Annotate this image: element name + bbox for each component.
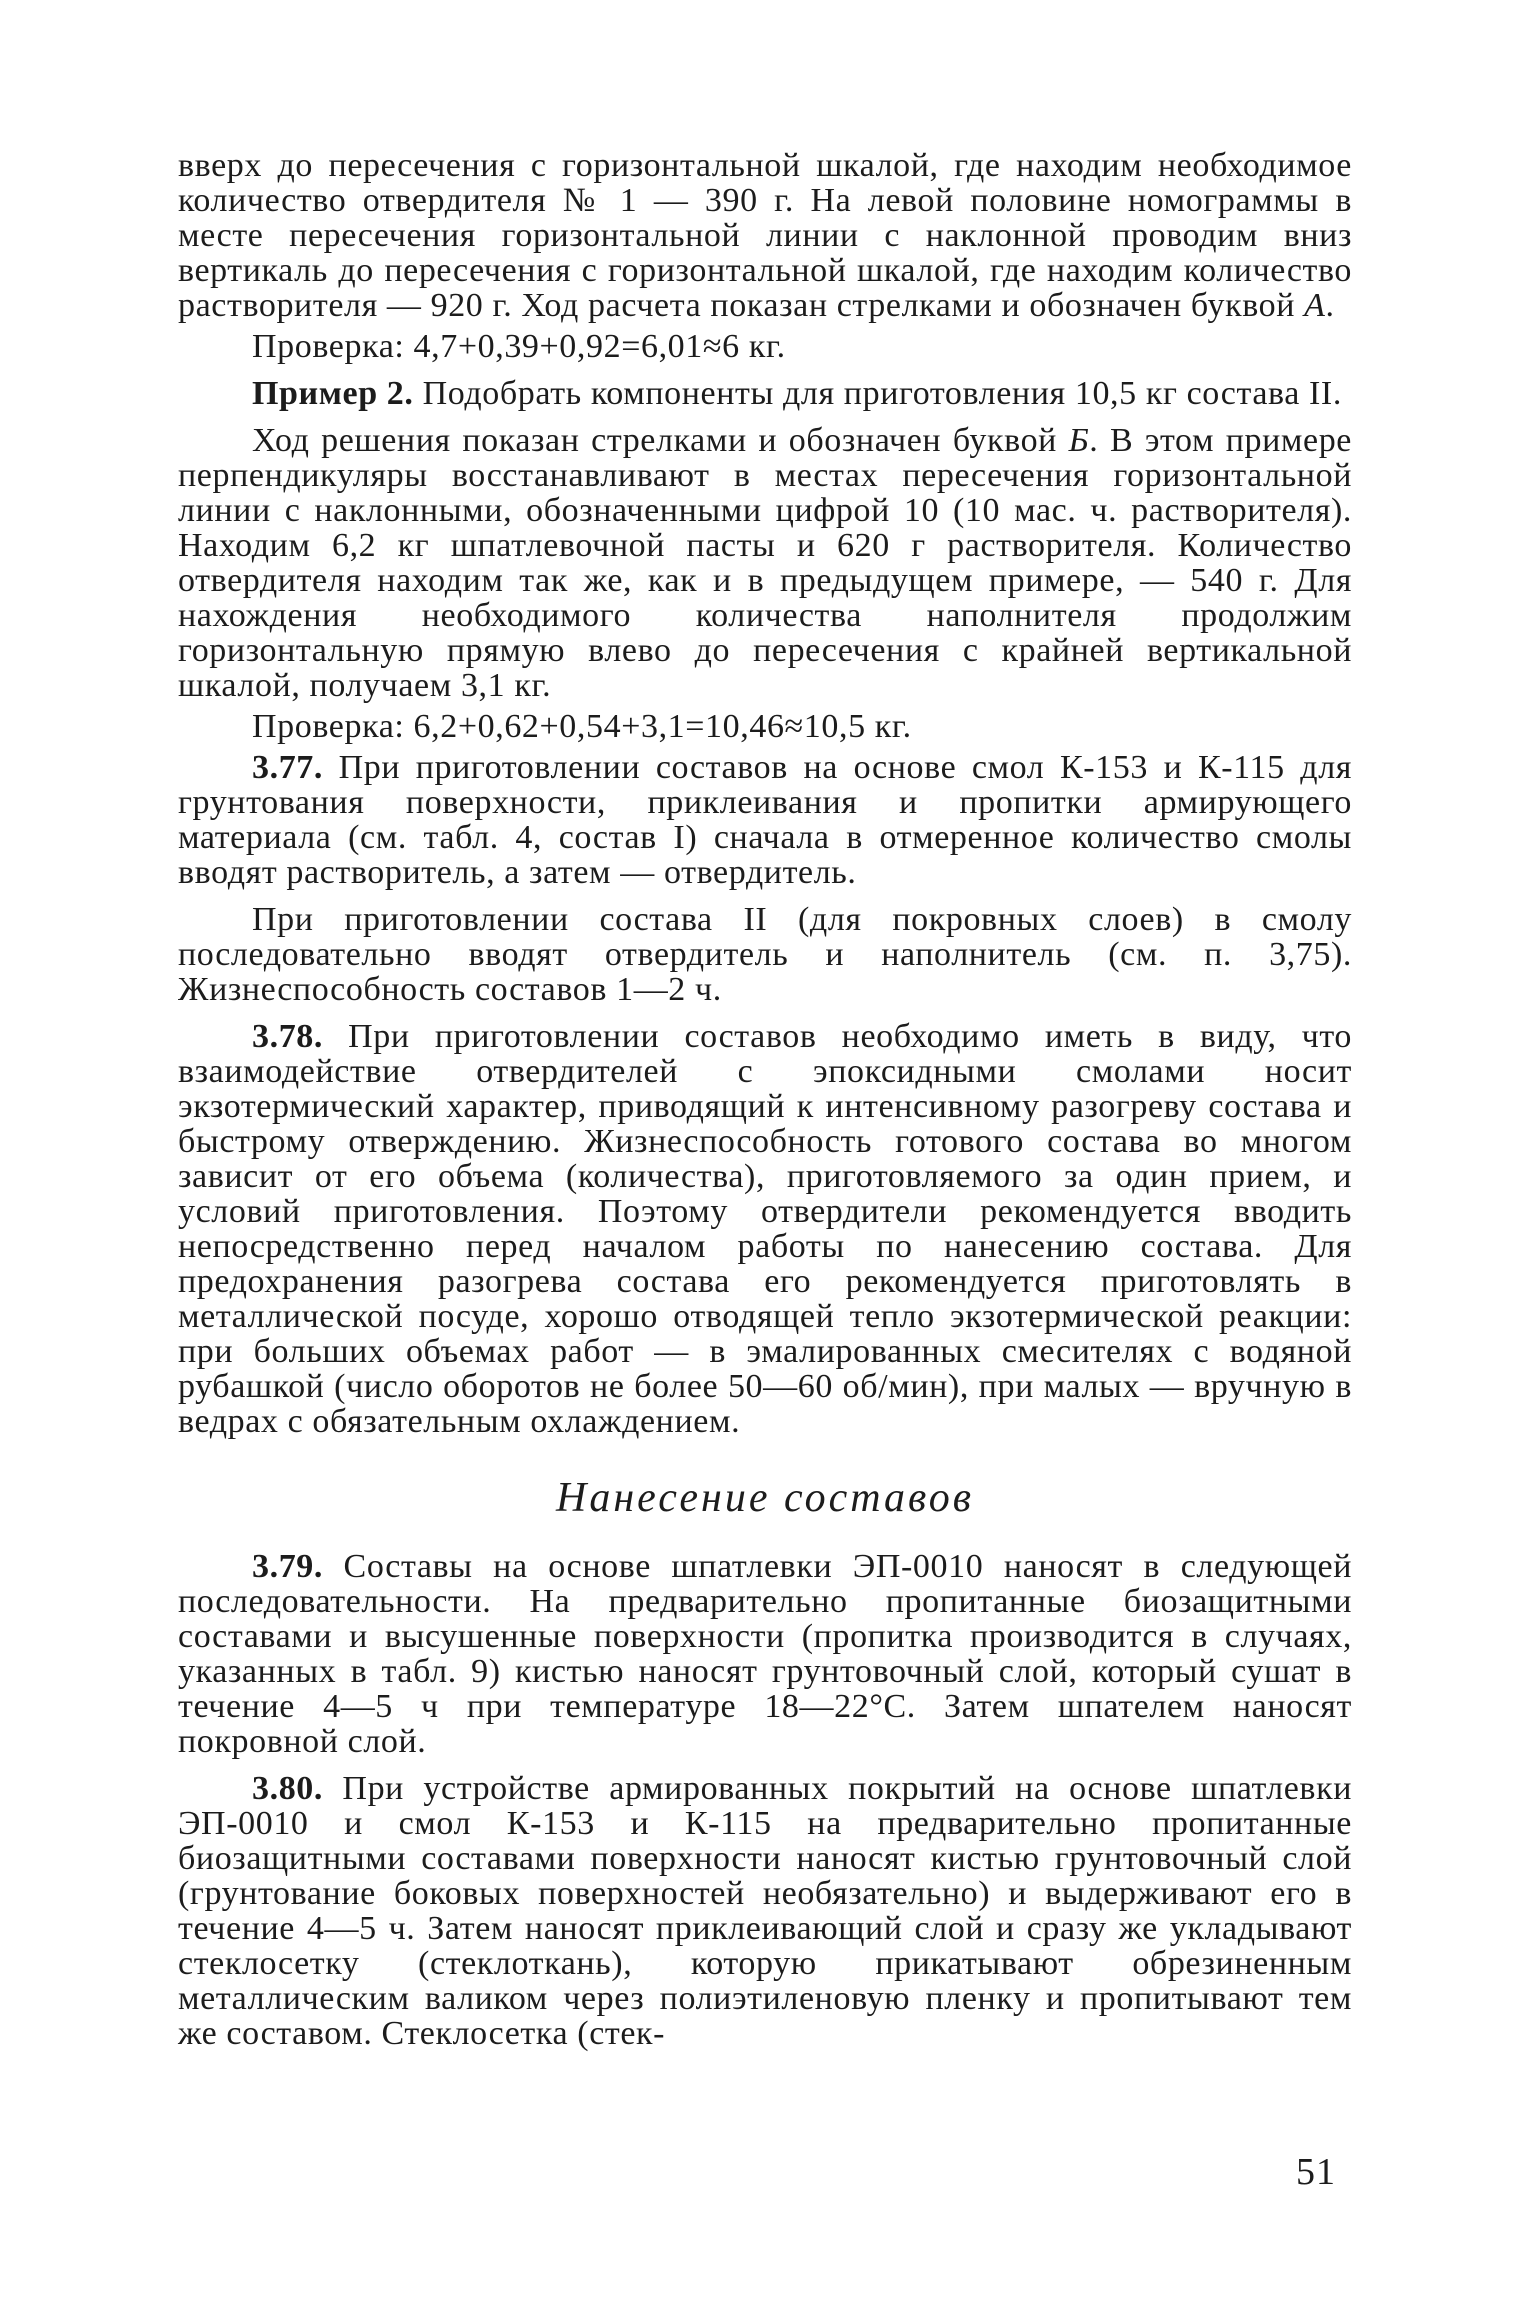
composition-ii-paragraph: При приготовлении состава II (для покровных слоев) в смолу последовательно вводят отвердитель и наполнитель (см. п. 3,75). Жизнеспособность составов 1—2 ч. <box>178 901 1352 1008</box>
section-3-79: 3.79. Составы на основе шпатлевки ЭП-0010 наносят в следующей последовательности. На предварительно пропитанные биозащитными составами и высушенные поверхности (пропитка производится в случаях, указанных в табл. 9) кистью наносят грунтовочный слой, который сушат в течение 4—5 ч при температуре 18—22°С. Затем шпателем наносят покровной слой. <box>178 1548 1352 1760</box>
solution-paragraph: Ход решения показан стрелками и обозначен буквой Б. В этом примере перпендикуляры восстанавливают в местах пересечения горизонтальной линии с наклонными, обозначенными цифрой 10 (10 мас. ч. растворителя). Находим 6,2 кг шпатлевочной пасты и 620 г растворителя. Количество отвердителя находим так же, как и в предыдущем примере, — 540 г. Для нахождения необходимого количества наполнителя продолжим горизонтальную прямую влево до пересечения с крайней вертикальной шкалой, получаем 3,1 кг. <box>178 422 1352 704</box>
page-body <box>178 148 1352 2051</box>
section-3-79-label: 3.79. <box>252 1548 323 1585</box>
section-heading: Нанесение составов <box>556 1475 974 1521</box>
example-2-paragraph: Пример 2. Подобрать компоненты для приготовления 10,5 кг состава II. <box>252 375 1342 412</box>
section-3-80: 3.80. При устройстве армированных покрытий на основе шпатлевки ЭП-0010 и смол К-153 и К-115 на предварительно пропитанные биозащитными составами поверхности наносят кистью грунтовочный слой (грунтование боковых поверхностей необязательно) и выдерживают его в течение 4—5 ч. Затем наносят приклеивающий слой и сразу же укладывают стеклосетку (стеклоткань), которую прикатывают обрезиненным металлическим валиком через полиэтиленовую пленку и пропитывают тем же составом. Стеклосетка (стек- <box>178 1770 1352 2052</box>
check-line-1: Проверка: 4,7+0,39+0,92=6,01≈6 кг. <box>252 328 786 365</box>
section-3-77-label: 3.77. <box>252 749 323 786</box>
section-3-78: 3.78. При приготовлении составов необходимо иметь в виду, что взаимодействие отвердителей с эпоксидными смолами носит экзотермический характер, приводящий к интенсивному разогреву состава и быстрому отверждению. Жизнеспособность готового состава во многом зависит от его объема (количества), приготовляемого за один прием, и условий приготовления. Поэтому отвердители рекомендуется вводить непосредственно перед началом работы по нанесению состава. Для предохранения разогрева состава его рекомендуется приготовлять в металлической посуде, хорошо отводящей тепло экзотермической реакции: при больших объемах работ — в эмалированных смесителях с водяной рубашкой (число оборотов не более 50—60 об/мин), при малых — вручную в ведрах с обязательным охлаждением. <box>178 1018 1352 1440</box>
check-line-2: Проверка: 6,2+0,62+0,54+3,1=10,46≈10,5 кг. <box>252 708 912 745</box>
paragraph-continuation: вверх до пересечения с горизонтальной шкалой, где находим необходимое количество отвердителя № 1 — 390 г. На левой половине номограммы в месте пересечения горизонтальной линии с наклонной проводим вниз вертикаль до пересечения с горизонтальной шкалой, где находим количество растворителя — 920 г. Ход расчета показан стрелками и обозначен буквой А. <box>178 147 1352 324</box>
example-2-label: Пример 2. <box>252 375 414 412</box>
letter-a: А <box>1304 287 1326 324</box>
section-3-77: 3.77. При приготовлении составов на основе смол К-153 и К-115 для грунтования поверхности, приклеивания и пропитки армирующего материала (см. табл. 4, состав I) сначала в отмеренное количество смолы вводят растворитель, а затем — отвердитель. <box>178 749 1352 891</box>
section-3-80-label: 3.80. <box>252 1770 323 1807</box>
letter-b: Б <box>1068 422 1090 459</box>
section-3-78-label: 3.78. <box>252 1018 323 1055</box>
page-number: 51 <box>1296 2151 1336 2193</box>
